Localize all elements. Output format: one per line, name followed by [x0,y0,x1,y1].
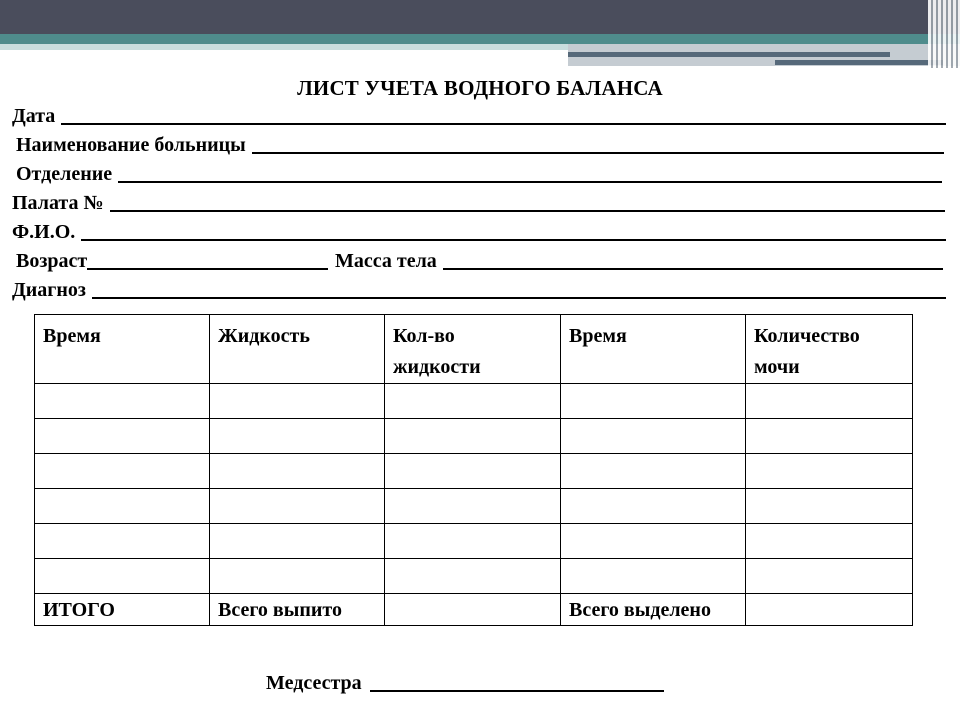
header-accent-bar [775,60,943,65]
table-cell[interactable] [746,419,913,454]
age-line[interactable] [87,268,328,270]
diagnosis-line[interactable] [92,297,946,299]
table-cell[interactable] [385,419,561,454]
table-cell[interactable] [35,419,210,454]
nurse-label: Медсестра [266,672,362,694]
table-cell[interactable] [746,384,913,419]
table-cell[interactable] [210,489,385,524]
table-cell[interactable] [561,489,746,524]
table-cell[interactable] [210,384,385,419]
header-time-out: Время [561,315,746,384]
table-cell[interactable] [385,489,561,524]
header-time-in: Время [35,315,210,384]
table-cell[interactable] [210,419,385,454]
header-stripes [928,0,960,68]
header-amount [385,315,561,384]
table-cell[interactable] [746,489,913,524]
table-cell[interactable] [385,384,561,419]
nurse-signature-line[interactable] [370,690,664,692]
department-field[interactable] [16,163,942,186]
table-row [35,419,913,454]
date-label: Дата [12,105,56,127]
department-label: Отделение [16,163,113,185]
diagnosis-label: Диагноз [12,279,86,301]
table-cell[interactable] [35,524,210,559]
diagnosis-field[interactable] [12,279,946,302]
table-cell[interactable] [746,559,913,594]
table-cell[interactable] [385,524,561,559]
table-cell[interactable] [561,454,746,489]
table-cell[interactable] [210,524,385,559]
table-footer-row [35,594,913,626]
ward-field[interactable] [12,192,945,215]
date-line[interactable] [61,123,946,125]
table-row [35,454,913,489]
table-row [35,524,913,559]
page-title: ЛИСТ УЧЕТА ВОДНОГО БАЛАНСА [297,76,663,100]
header-amount-line2: жидкости [393,356,481,378]
footer-drunk-value[interactable] [385,594,561,626]
table-cell[interactable] [210,559,385,594]
header-amount-line1: Кол-во [393,325,455,347]
table-row [35,489,913,524]
fio-line[interactable] [81,239,946,241]
table-cell[interactable] [35,454,210,489]
fio-field[interactable] [12,221,946,244]
age-field[interactable] [16,250,328,273]
weight-label: Масса тела [335,250,437,272]
table-cell[interactable] [561,559,746,594]
table-cell[interactable] [35,384,210,419]
table-cell[interactable] [561,524,746,559]
table-row [35,384,913,419]
header-urine-line1: Количество [754,325,860,347]
table-cell[interactable] [561,419,746,454]
header-urine-line2: мочи [754,356,800,378]
table-header-row [35,315,913,384]
table-cell[interactable] [561,384,746,419]
header-accent-bar [568,52,890,57]
hospital-label: Наименование больницы [16,134,246,156]
fio-label: Ф.И.О. [12,221,76,243]
header-liquid: Жидкость [210,315,385,384]
header-band-dark [0,0,960,34]
table-cell[interactable] [210,454,385,489]
table-row [35,559,913,594]
nurse-signature-field[interactable] [266,672,664,695]
table-cell[interactable] [35,489,210,524]
table-cell[interactable] [35,559,210,594]
ward-line[interactable] [110,210,945,212]
footer-excreted-value[interactable] [746,594,913,626]
table-cell[interactable] [746,524,913,559]
water-balance-table [34,314,913,626]
table-cell[interactable] [746,454,913,489]
hospital-line[interactable] [252,152,944,154]
footer-total: ИТОГО [35,594,210,626]
hospital-field[interactable] [16,134,944,157]
age-label: Возраст [16,250,88,272]
ward-label: Палата № [12,192,104,214]
footer-drunk: Всего выпито [210,594,385,626]
weight-field[interactable] [335,250,943,273]
header-urine [746,315,913,384]
department-line[interactable] [118,181,942,183]
header-band-light [0,44,568,50]
date-field[interactable] [12,105,946,128]
header-band-teal [0,34,960,44]
table-cell[interactable] [385,559,561,594]
footer-excreted: Всего выделено [561,594,746,626]
weight-line[interactable] [443,268,943,270]
table-cell[interactable] [385,454,561,489]
